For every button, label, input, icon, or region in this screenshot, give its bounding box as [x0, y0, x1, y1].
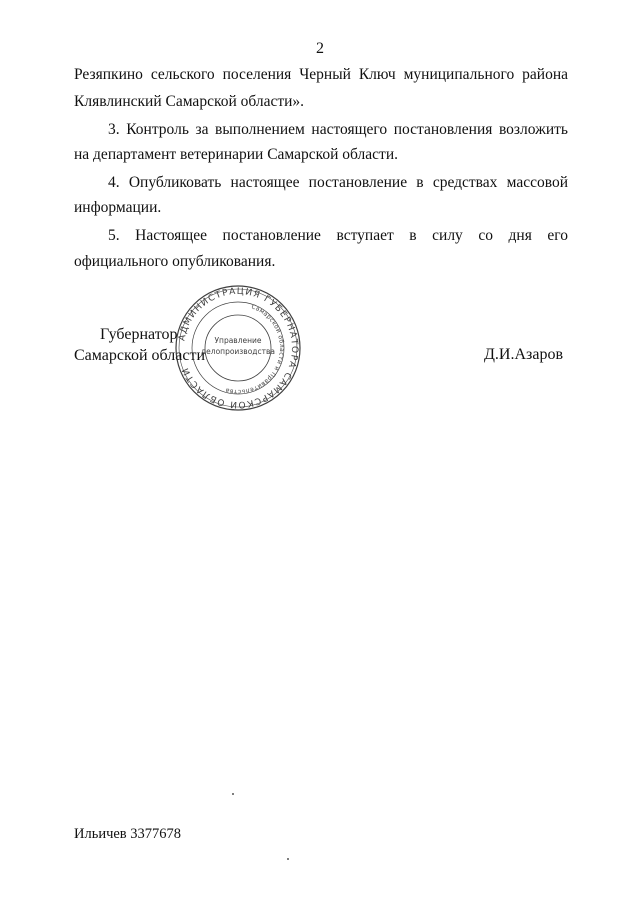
paragraph-continued-line2: Клявлинский Самарской области». [74, 92, 305, 110]
svg-text:Самарской области и Правительс: Самарской области и Правительства [224, 303, 286, 396]
document-body [74, 62, 568, 276]
signatory-role-line2: Самарской области [74, 347, 205, 364]
executor-footer: Ильичев 3377678 [74, 826, 182, 842]
signatory-name: Д.И.Азаров [484, 346, 563, 363]
scan-speck [232, 793, 234, 795]
paragraph-item-4: 4. Опубликовать настоящее постановление в средствах массовой информации. [74, 173, 568, 216]
page-number: 2 [316, 40, 324, 57]
scan-speck [287, 858, 289, 860]
signatory-role-line1: Губернатор [100, 326, 178, 343]
official-seal-stamp [173, 283, 303, 413]
svg-text:делопроизводства: делопроизводства [200, 347, 276, 356]
paragraph-continued-line1: Резяпкино сельского поселения Черный Ключ муниципального района [74, 66, 568, 83]
svg-text:АДМИНИСТРАЦИЯ ГУБЕРНАТОРА САМА: АДМИНИСТРАЦИЯ ГУБЕРНАТОРА САМАРСКОЙ ОБЛАСТИ [177, 286, 300, 410]
paragraph-item-5-line1: 5. Настоящее постановление вступает в силу со дня его [108, 226, 568, 244]
paragraph-item-3: 3. Контроль за выполнением настоящего постановления возложить на департамент ветеринарии Самарской области. [74, 120, 568, 163]
paragraph-item-5-line2: официального опубликования. [74, 253, 276, 270]
svg-text:Управление: Управление [214, 336, 262, 345]
